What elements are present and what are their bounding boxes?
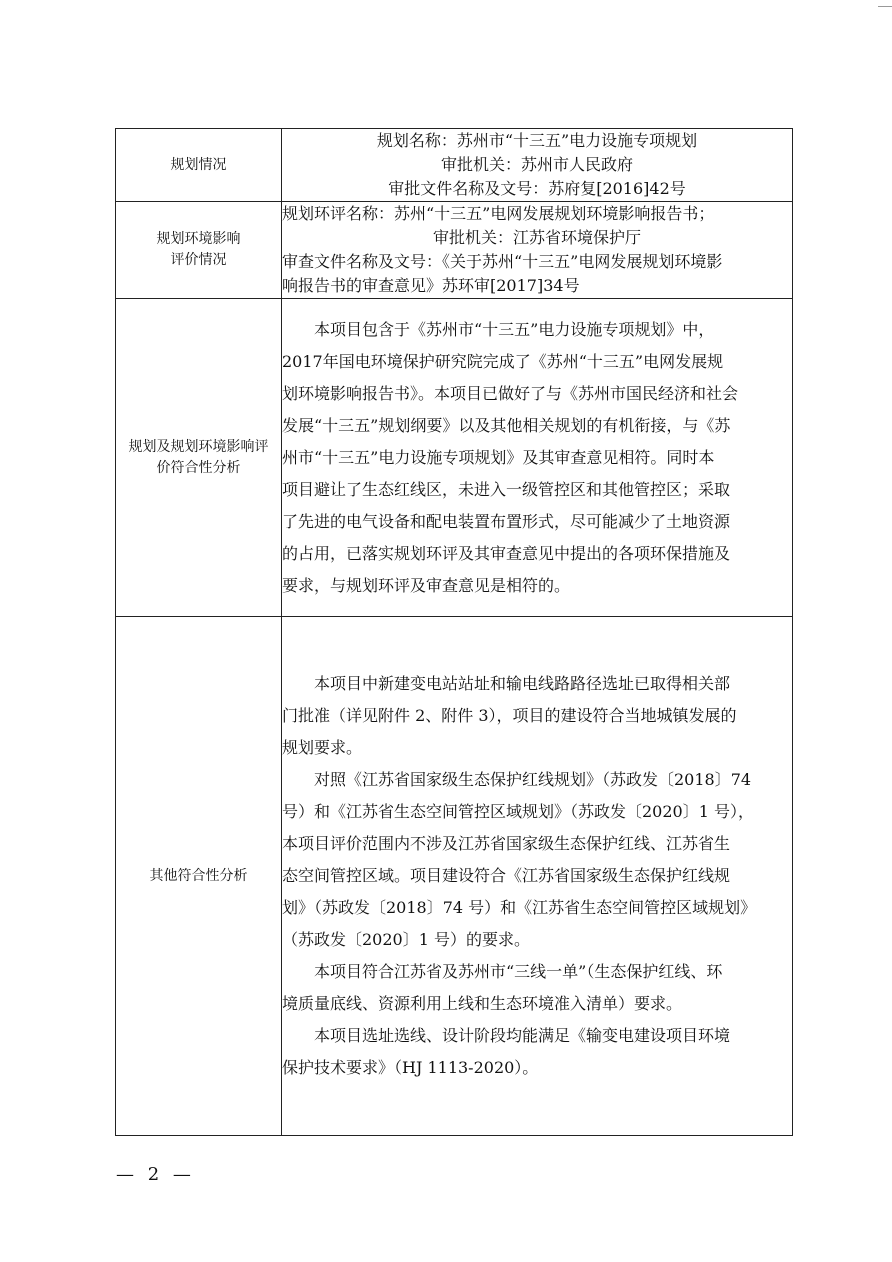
compliance-line: 了先进的电气设备和配电装置布置形式，尽可能减少了土地资源 [282, 511, 731, 531]
other-line: 划》（苏政发〔2018〕74 号）和《江苏省生态空间管控区域规划》 [282, 898, 757, 917]
other-line: 对照《江苏省国家级生态保护红线规划》（苏政发〔2018〕74 [314, 770, 752, 789]
eia-document-line2: 响报告书的审查意见》苏环审[2017]34号 [282, 276, 580, 295]
compliance-line: 要求，与规划环评及审查意见是相符的。 [282, 575, 571, 595]
row-content-eia [282, 202, 793, 299]
row-label-other: 其他符合性分析 [116, 617, 282, 1136]
approval-document: 审批文件名称及文号：苏府复[2016]42号 [388, 179, 686, 198]
eia-document-line1: 审查文件名称及文号：《关于苏州“十三五”电网发展规划环境影 [282, 252, 723, 271]
other-line: 规划要求。 [282, 738, 363, 757]
label-line: 规划及规划环境影响评 [128, 438, 269, 455]
label-line: 价符合性分析 [156, 459, 241, 476]
row-label-planning: 规划情况 [116, 129, 282, 202]
other-line: 态空间管控区域。项目建设符合《江苏省国家级生态保护红线规 [282, 866, 731, 885]
row-content-compliance [282, 299, 793, 617]
planning-info-table [115, 128, 793, 1136]
other-line: 境质量底线、资源利用上线和生态环境准入清单）要求。 [282, 994, 683, 1013]
table-row [116, 202, 793, 299]
compliance-line: 本项目包含于《苏州市“十三五”电力设施专项规划》中， [314, 319, 715, 339]
other-line: 保护技术要求》（HJ 1113-2020）。 [282, 1058, 539, 1077]
row-content-other [282, 617, 793, 1136]
planning-name: 规划名称：苏州市“十三五”电力设施专项规划 [376, 131, 698, 150]
other-line: 号）和《江苏省生态空间管控区域规划》（苏政发〔2020〕1 号）， [282, 802, 754, 821]
other-line: 本项目评价范围内不涉及江苏省国家级生态保护红线、江苏省生 [282, 834, 731, 853]
compliance-line: 2017年国电环境保护研究院完成了《苏州“十三五”电网发展规 [282, 351, 724, 371]
top-rule [878, 6, 892, 7]
compliance-line: 的占用，已落实规划环评及其审查意见中提出的各项环保措施及 [282, 543, 731, 563]
compliance-line: 划环境影响报告书》。本项目已做好了与《苏州市国民经济和社会 [282, 383, 739, 403]
row-content-planning [282, 129, 793, 202]
page-number: — 2 — [116, 1164, 195, 1185]
other-line: 本项目选址选线、设计阶段均能满足《输变电建设项目环境 [314, 1026, 731, 1045]
table-row [116, 299, 793, 617]
approval-authority: 审批机关：苏州市人民政府 [440, 155, 633, 174]
other-line: 本项目符合江苏省及苏州市“三线一单”（生态保护红线、环 [314, 962, 723, 981]
table-row [116, 617, 793, 1136]
table-row [116, 129, 793, 202]
eia-name: 规划环评名称：苏州“十三五”电网发展规划环境影响报告书； [282, 204, 715, 223]
other-line: 本项目中新建变电站站址和输电线路路径选址已取得相关部 [314, 674, 731, 693]
other-line: 门批准（详见附件 2、附件 3），项目的建设符合当地城镇发展的 [282, 706, 737, 725]
compliance-line: 项目避让了生态红线区，未进入一级管控区和其他管控区；采取 [282, 479, 731, 499]
compliance-line: 州市“十三五”电力设施专项规划》及其审查意见相符。同时本 [282, 447, 715, 467]
compliance-line: 发展“十三五”规划纲要》以及其他相关规划的有机衔接，与《苏 [282, 415, 731, 435]
other-line: （苏政发〔2020〕1 号）的要求。 [282, 930, 530, 949]
label-line: 评价情况 [170, 252, 227, 268]
label-line: 规划环境影响 [156, 231, 241, 247]
row-label-compliance [116, 299, 282, 617]
row-label-eia [116, 202, 282, 299]
eia-authority: 审批机关：江苏省环境保护厅 [432, 228, 641, 247]
